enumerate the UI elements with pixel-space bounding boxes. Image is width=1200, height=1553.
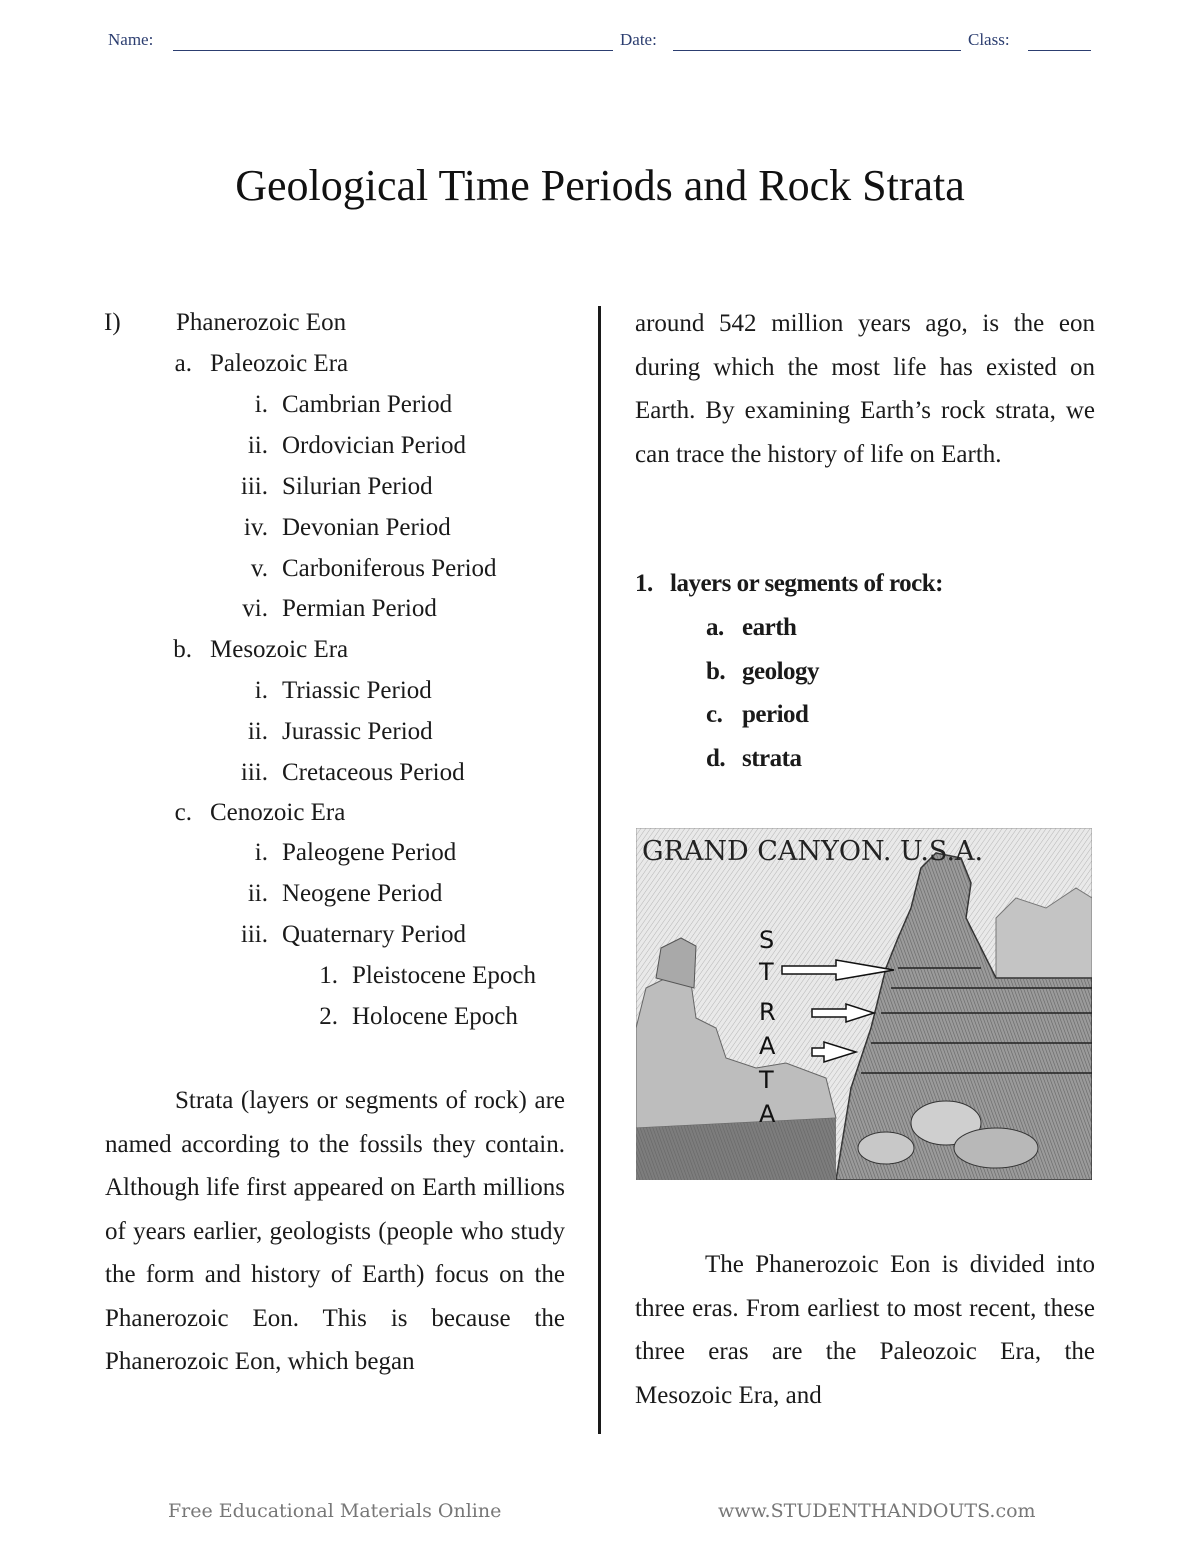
class-line (1028, 50, 1091, 51)
option-text: period (742, 701, 809, 728)
footer-right-link[interactable]: www.STUDENTHANDOUTS.com (718, 1500, 1036, 1522)
option-letter: c. (706, 701, 723, 728)
name-label: Name: (108, 30, 154, 49)
body-paragraph-right-top: around 542 million years ago, is the eon during which the most life has existed on Earth. By examining Earth’s rock strata, we can trace the history of life on Earth. (635, 310, 1095, 468)
question-number: 1. (635, 570, 653, 597)
boulder (954, 1128, 1038, 1168)
date-line (673, 50, 961, 51)
strata-letter: A (759, 1032, 776, 1060)
strata-letter: S (759, 926, 775, 954)
option-text: geology (742, 658, 820, 685)
strata-letter: T (759, 958, 774, 986)
footer-left: Free Educational Materials Online (168, 1500, 502, 1522)
option-letter: d. (706, 745, 726, 772)
figure-caption: GRAND CANYON. U.S.A. (642, 836, 984, 867)
strata-letter: A (759, 1100, 776, 1128)
strata-letter: T (759, 1066, 774, 1094)
grand-canyon-illustration (636, 828, 1092, 1180)
body-paragraph-right-bottom: The Phanerozoic Eon is divided into three eras. From earliest to most recent, these three eras are the Paleozoic Era, the Mesozoic Era, and (635, 1251, 1095, 1409)
name-line (173, 50, 613, 51)
option-text: strata (742, 745, 802, 772)
strata-letter: R (759, 998, 776, 1026)
option-text: earth (742, 614, 797, 641)
boulder (858, 1132, 914, 1164)
body-paragraph-left: Strata (layers or segments of rock) are named according to the fossils they contain. Although life first appeared on Earth millions of years earlier, geologists (people who study the form and history of Earth) focus on the Phanerozoic Eon. This is because the Phanerozoic Eon, which began (105, 1087, 565, 1375)
page-title: Geological Time Periods and Rock Strata (235, 161, 965, 210)
class-label: Class: (968, 30, 1010, 49)
option-letter: b. (706, 658, 726, 685)
column-divider (598, 306, 601, 1434)
option-letter: a. (706, 614, 724, 641)
date-label: Date: (620, 30, 657, 49)
question-prompt: layers or segments of rock: (670, 570, 944, 597)
